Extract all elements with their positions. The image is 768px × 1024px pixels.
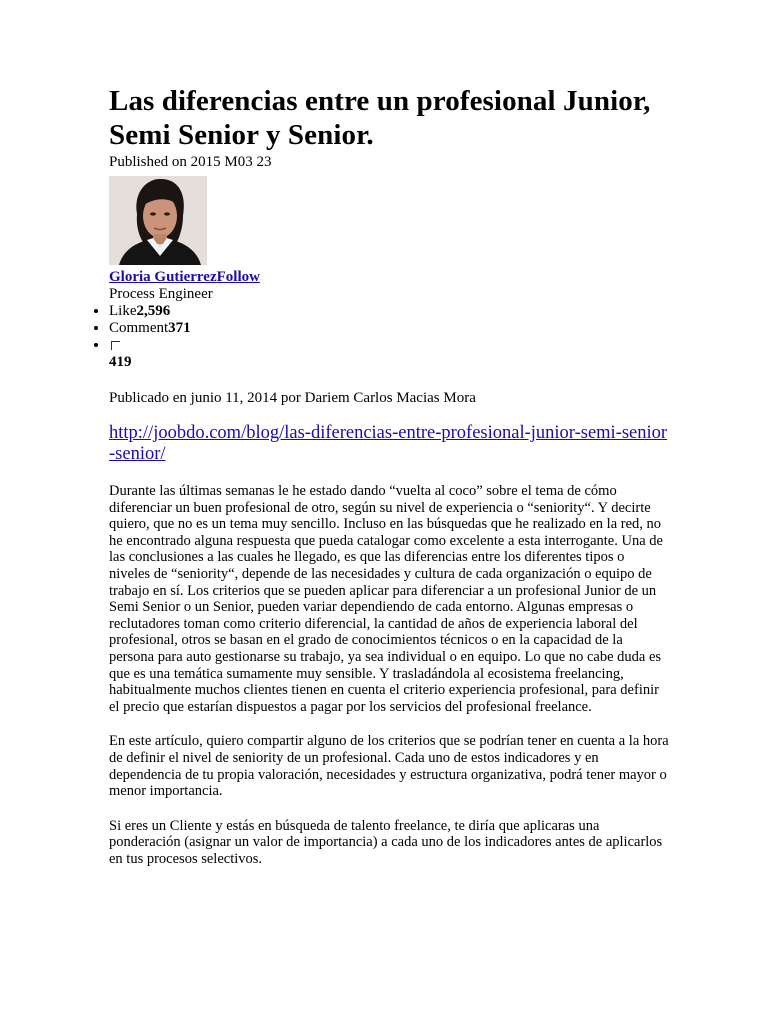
author-portrait-image [109, 176, 207, 265]
author-avatar[interactable] [109, 176, 207, 265]
comment-label: Comment [109, 320, 169, 336]
body-paragraph: Durante las últimas semanas le he estado dando “vuelta al coco” sobre el tema de cómo diferenciar un buen profesional de otro, según su nivel de experiencia o “seniority“. Y decirte quiero, que no es un tema muy sencillo. Incluso en las búsquedas que he realizado en la red, no he encontrado alguna respuesta que pueda catalogar como excelente a esta interrogante. Una de las conclusiones a las cuales he llegado, es que las diferencias entre los diferentes tipos o niveles de “seniority“, depende de las necesidades y cultura de cada organización o equipo de trabajo en sí. Los criterios que se pueden aplicar para diferenciar a un profesional Junior de un Semi Senior o un Senior, pueden variar dependiendo de cada entorno. Algunas empresas o reclutadores toman como criterio diferencial, la cantidad de años de experiencia laboral del profesional, otros se basan en el grado de conocimientos técnicos o en la capacidad de la persona para auto gestionarse su trabajo, ya sea individual o en equipo. Lo que no cabe duda es que es una temática sumamente muy sensible. Y trasladándola al ecosistema freelancing, habitualmente muchos clientes tienen en cuenta el criterio experiencia profesional, para definir el precio que estarían dispuestos a pagar por los servicios del profesional freelance. [109, 483, 663, 715]
article [109, 84, 669, 867]
published-date: Published on 2015 M03 23 [109, 154, 272, 170]
follow-link[interactable]: Follow [216, 269, 260, 285]
article-title: Las diferencias entre un profesional Junior, Semi Senior y Senior. [109, 85, 651, 151]
comment-count: 371 [168, 320, 191, 336]
social-actions [85, 303, 645, 354]
share-count: 419 [109, 354, 132, 370]
comment-action[interactable] [109, 320, 645, 337]
body-paragraph: Si eres un Cliente y estás en búsqueda de talento freelance, te diría que aplicaras una ponderación (asignar un valor de importancia) a cada uno de los indicadores antes de aplicarlos en tus procesos selectivos. [109, 817, 663, 867]
body-paragraph: En este artículo, quiero compartir alguno de los criterios que se podrían tener en cuenta a la hora de definir el nivel de seniority de un profesional. Cada uno de estos indicadores y en dependencia de tu propia valoración, necesidades y estructura organizativa, podrá tener mayor o menor importancia. [109, 733, 669, 800]
source-link[interactable]: http://joobdo.com/blog/las-diferencias-entre-profesional-junior-semi-senior-senior/ [109, 423, 668, 464]
original-publication-line: Publicado en junio 11, 2014 por Dariem Carlos Macias Mora [109, 390, 476, 406]
author-name-link[interactable]: Gloria Gutierrez [109, 269, 217, 285]
like-action[interactable] [109, 303, 645, 320]
share-action[interactable] [109, 337, 645, 354]
like-count: 2,596 [136, 303, 171, 319]
author-role: Process Engineer [109, 286, 213, 302]
like-label: Like [109, 303, 137, 319]
author-line [109, 269, 669, 286]
share-icon [111, 341, 120, 350]
